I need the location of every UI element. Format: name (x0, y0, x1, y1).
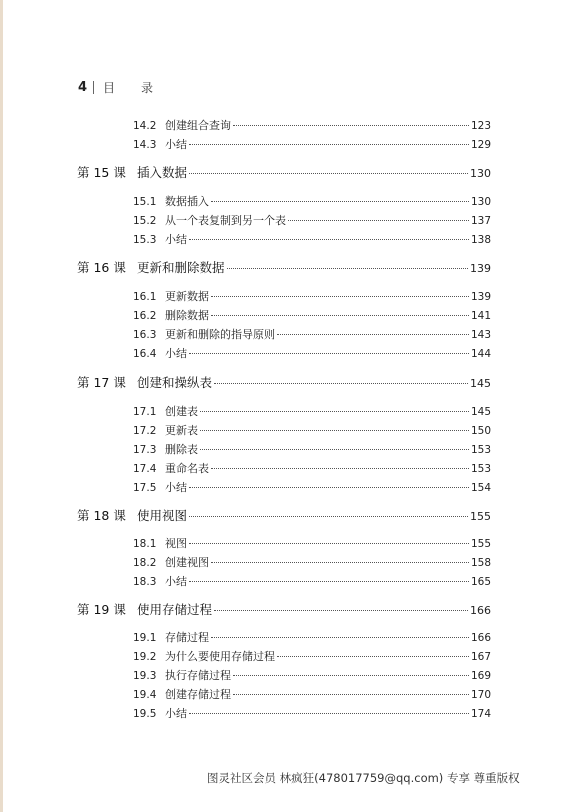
toc-section-entry[interactable] (133, 479, 491, 495)
toc-section-entry[interactable] (133, 422, 491, 438)
page-reference: 154 (470, 482, 491, 494)
section-title: 创建视图 (165, 556, 209, 569)
page-reference: 169 (470, 670, 491, 682)
toc-section-entry[interactable] (133, 212, 491, 228)
toc-section-entry[interactable] (133, 705, 491, 721)
dot-leader (211, 468, 469, 469)
dot-leader (189, 581, 469, 582)
dot-leader (189, 713, 469, 714)
page-reference: 145 (470, 377, 491, 390)
page-reference: 155 (470, 538, 491, 550)
page-reference: 141 (470, 310, 491, 322)
page-reference: 153 (470, 463, 491, 475)
page-spine-edge (0, 0, 3, 812)
toc-section-entry[interactable] (133, 193, 491, 209)
section-number: 17.1 (133, 406, 157, 418)
dot-leader (211, 296, 469, 297)
section-number: 17.3 (133, 444, 157, 456)
section-number: 14.3 (133, 139, 157, 151)
section-title: 小结 (165, 138, 187, 151)
page-reference: 129 (470, 139, 491, 151)
dot-leader (277, 334, 469, 335)
toc-chapter-entry[interactable] (77, 258, 491, 276)
dot-leader (189, 353, 469, 354)
page-reference: 153 (470, 444, 491, 456)
section-number: 18.3 (133, 576, 157, 588)
toc-chapter-entry[interactable] (77, 163, 491, 181)
section-title: 小结 (165, 347, 187, 360)
toc-chapter-entry[interactable] (77, 600, 491, 618)
toc-section-entry[interactable] (133, 326, 491, 342)
dot-leader (211, 637, 469, 638)
section-title: 删除表 (165, 443, 198, 456)
dot-leader (211, 201, 469, 202)
chapter-title: 更新和删除数据 (137, 260, 225, 275)
page-reference: 166 (470, 604, 491, 617)
section-title: 创建表 (165, 405, 198, 418)
section-number: 15.1 (133, 196, 157, 208)
dot-leader (200, 411, 469, 412)
toc-section-entry[interactable] (133, 403, 491, 419)
page-reference: 137 (470, 215, 491, 227)
section-number: 19.3 (133, 670, 157, 682)
section-title: 小结 (165, 707, 187, 720)
chapter-title: 创建和操纵表 (137, 375, 213, 390)
toc-section-entry[interactable] (133, 667, 491, 683)
section-title: 更新和删除的指导原则 (165, 328, 275, 341)
toc-section-entry[interactable] (133, 345, 491, 361)
section-number: 17.2 (133, 425, 157, 437)
page-reference: 167 (470, 651, 491, 663)
section-number: 19.2 (133, 651, 157, 663)
section-title: 视图 (165, 537, 187, 550)
section-title: 小结 (165, 233, 187, 246)
dot-leader (233, 125, 469, 126)
section-number: 15.3 (133, 234, 157, 246)
toc-section-entry[interactable] (133, 535, 491, 551)
toc-section-entry[interactable] (133, 441, 491, 457)
toc-section-entry[interactable] (133, 554, 491, 570)
page-reference: 158 (470, 557, 491, 569)
dot-leader (233, 694, 469, 695)
section-title: 从一个表复制到另一个表 (165, 214, 286, 227)
toc-chapter-entry[interactable] (77, 506, 491, 524)
section-title: 创建组合查询 (165, 119, 231, 132)
chapter-number: 第 19 课 (77, 602, 126, 617)
page-reference: 174 (470, 708, 491, 720)
page-reference: 130 (470, 167, 491, 180)
chapter-title: 使用存储过程 (137, 602, 213, 617)
dot-leader (227, 268, 468, 269)
section-number: 18.1 (133, 538, 157, 550)
toc-section-entry[interactable] (133, 573, 491, 589)
chapter-number: 第 18 课 (77, 508, 126, 523)
section-title: 创建存储过程 (165, 688, 231, 701)
header-separator (93, 81, 94, 94)
dot-leader (288, 220, 469, 221)
page-reference: 165 (470, 576, 491, 588)
section-number: 19.1 (133, 632, 157, 644)
dot-leader (189, 543, 469, 544)
page-reference: 145 (470, 406, 491, 418)
section-title: 数据插入 (165, 195, 209, 208)
page-reference: 144 (470, 348, 491, 360)
section-title: 存储过程 (165, 631, 209, 644)
toc-chapter-entry[interactable] (77, 373, 491, 391)
toc-section-entry[interactable] (133, 460, 491, 476)
section-title: 更新数据 (165, 290, 209, 303)
header-title: 目录 (103, 80, 180, 95)
dot-leader (233, 675, 469, 676)
dot-leader (214, 383, 468, 384)
section-number: 17.4 (133, 463, 157, 475)
section-number: 15.2 (133, 215, 157, 227)
toc-section-entry[interactable] (133, 231, 491, 247)
page-reference: 123 (470, 120, 491, 132)
section-number: 14.2 (133, 120, 157, 132)
chapter-number: 第 17 课 (77, 375, 126, 390)
toc-section-entry[interactable] (133, 136, 491, 152)
toc-section-entry[interactable] (133, 288, 491, 304)
toc-section-entry[interactable] (133, 686, 491, 702)
dot-leader (189, 173, 468, 174)
dot-leader (211, 315, 469, 316)
section-title: 更新表 (165, 424, 198, 437)
section-title: 重命名表 (165, 462, 209, 475)
toc-section-entry[interactable] (133, 307, 491, 323)
dot-leader (200, 449, 469, 450)
toc-section-entry[interactable] (133, 648, 491, 664)
page-reference: 139 (470, 262, 491, 275)
section-title: 小结 (165, 481, 187, 494)
section-number: 16.3 (133, 329, 157, 341)
dot-leader (214, 610, 468, 611)
dot-leader (189, 239, 469, 240)
section-title: 为什么要使用存储过程 (165, 650, 275, 663)
dot-leader (189, 516, 468, 517)
chapter-number: 第 16 课 (77, 260, 126, 275)
page-reference: 138 (470, 234, 491, 246)
section-number: 19.4 (133, 689, 157, 701)
dot-leader (211, 562, 469, 563)
section-number: 18.2 (133, 557, 157, 569)
page-reference: 150 (470, 425, 491, 437)
page-reference: 170 (470, 689, 491, 701)
chapter-number: 第 15 课 (77, 165, 126, 180)
page-reference: 139 (470, 291, 491, 303)
page-reference: 143 (470, 329, 491, 341)
section-number: 16.1 (133, 291, 157, 303)
section-number: 17.5 (133, 482, 157, 494)
page-reference: 130 (470, 196, 491, 208)
section-title: 删除数据 (165, 309, 209, 322)
page-reference: 155 (470, 510, 491, 523)
toc-section-entry[interactable] (133, 629, 491, 645)
chapter-title: 插入数据 (137, 165, 188, 180)
page-reference: 166 (470, 632, 491, 644)
page-number: 4 (78, 79, 88, 95)
section-number: 19.5 (133, 708, 157, 720)
section-number: 16.4 (133, 348, 157, 360)
section-title: 执行存储过程 (165, 669, 231, 682)
section-title: 小结 (165, 575, 187, 588)
dot-leader (189, 487, 469, 488)
dot-leader (277, 656, 469, 657)
toc-section-entry[interactable] (133, 117, 491, 133)
running-header (78, 78, 179, 96)
section-number: 16.2 (133, 310, 157, 322)
dot-leader (200, 430, 469, 431)
chapter-title: 使用视图 (137, 508, 188, 523)
footer-watermark: 图灵社区会员 林疯狂(478017759@qq.com) 专享 尊重版权 (207, 771, 520, 785)
dot-leader (189, 144, 469, 145)
